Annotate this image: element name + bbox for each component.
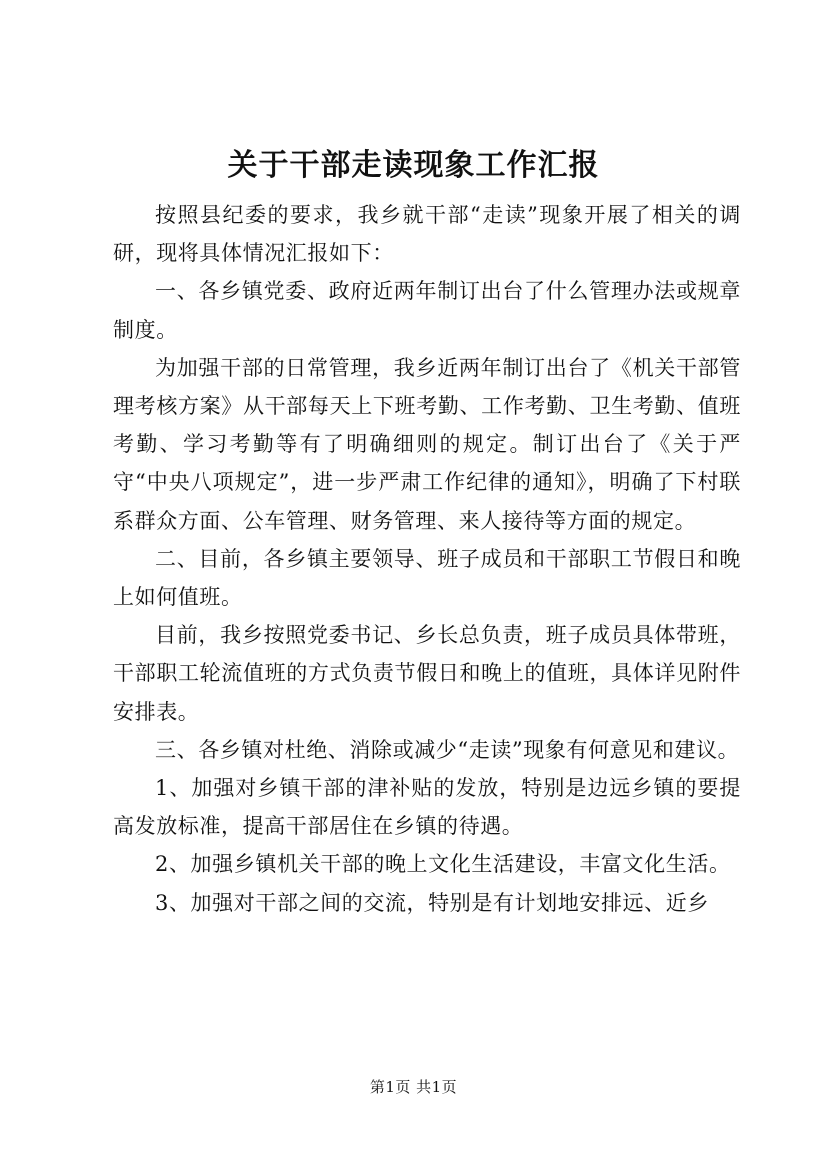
paragraph-section-2-heading: 二、目前，各乡镇主要领导、班子成员和干部职工节假日和晚上如何值班。 bbox=[113, 546, 741, 610]
paragraph-suggestion-1: 1、加强对乡镇干部的津补贴的发放，特别是边远乡镇的要提高发放标准，提高干部居住在乡镇的待遇。 bbox=[113, 776, 741, 839]
paragraph-section-3-heading: 三、各乡镇对杜绝、消除或减少“走读”现象有何意见和建议。 bbox=[155, 737, 740, 762]
paragraph-section-2-body: 目前，我乡按照党委书记、乡长总负责，班子成员具体带班，干部职工轮流值班的方式负责节假日和晚上的值班，具体详见附件安排表。 bbox=[113, 623, 741, 724]
page-footer: 第1页 共1页 bbox=[369, 1078, 458, 1096]
document-body bbox=[113, 196, 741, 922]
document-title: 关于干部走读现象工作汇报 bbox=[227, 148, 600, 183]
paragraph-suggestion-2: 2、加强乡镇机关干部的晚上文化生活建设，丰富文化生活。 bbox=[155, 852, 731, 877]
paragraph-section-1-body: 为加强干部的日常管理，我乡近两年制订出台了《机关干部管理考核方案》从干部每天上下班考勤、工作考勤、卫生考勤、值班考勤、学习考勤等有了明确细则的规定。制订出台了《关于严守“中央八项规定”，进一步严肃工作纪律的通知》，明确了下村联系群众方面、公车管理、财务管理、来人接待等方面的规定。 bbox=[113, 355, 741, 533]
paragraph-intro: 按照县纪委的要求，我乡就干部“走读”现象开展了相关的调研，现将具体情况汇报如下： bbox=[113, 203, 741, 266]
paragraph-suggestion-3: 3、加强对干部之间的交流，特别是有计划地安排远、近乡 bbox=[155, 890, 709, 915]
paragraph-section-1-heading: 一、各乡镇党委、政府近两年制订出台了什么管理办法或规章制度。 bbox=[113, 279, 741, 342]
